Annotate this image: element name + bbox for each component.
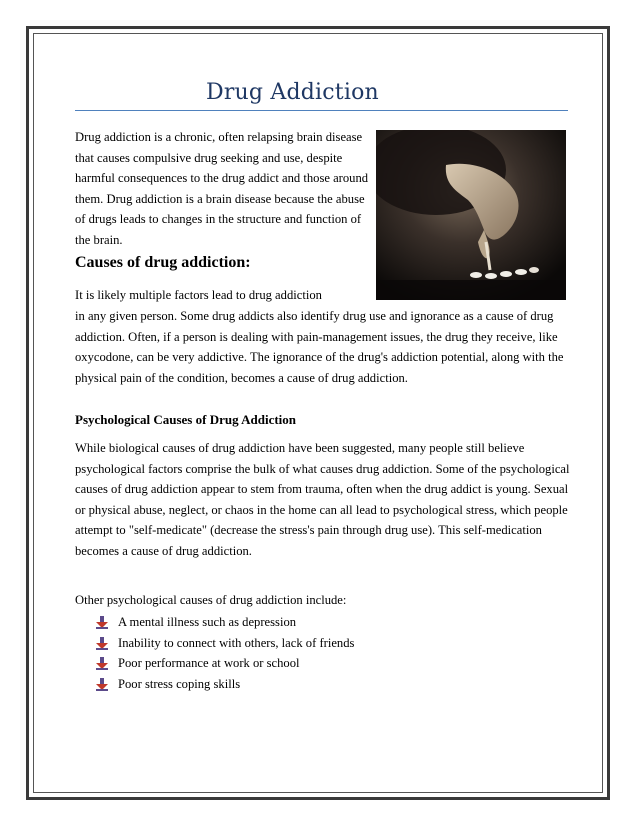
title-underline [75,110,568,111]
psychological-causes-paragraph: While biological causes of drug addiction have been suggested, many people still believe psychological factors comprise the bulk of what causes drug addiction. Some of the psychological causes of drug addiction appear to stem from trauma, often when the drug addict is young. Sexual or physical abuse, neglect, or chaos in the home can all lead to psychological stress, which people attempt to "self-medicate" (decrease the stress's pain through drug use). This self-medication becomes a cause of drug addiction. [75,441,570,558]
list-item-text: A mental illness such as depression [118,615,297,629]
causes-paragraph-line1: It is likely multiple factors lead to drug addiction [75,288,322,302]
psychological-causes-heading: Psychological Causes of Drug Addiction [75,412,297,427]
drug-use-photo [376,130,566,300]
list-item [96,653,354,674]
psychological-causes-list [96,612,354,694]
document-title: Drug Addiction [206,80,379,105]
causes-heading: Causes of drug addiction: [75,254,251,271]
down-arrow-bullet-icon [96,678,108,691]
intro-paragraph: Drug addiction is a chronic, often relapsing brain disease that causes compulsive drug seeking and use, despite harmful consequences to the drug addict and those around them. Drug addiction is a brain disease because the abuse of drugs leads to changes in the structure and function of the brain. [75,130,369,247]
down-arrow-bullet-icon [96,616,108,629]
list-item [96,674,354,695]
list-item-text: Poor stress coping skills [118,676,241,691]
list-item [96,612,354,633]
list-item-text: Poor performance at work or school [118,656,300,670]
down-arrow-bullet-icon [96,637,108,650]
list-item [96,633,354,654]
down-arrow-bullet-icon [96,657,108,670]
list-item-text: Inability to connect with others, lack of friends [118,635,355,650]
causes-paragraph: in any given person. Some drug addicts also identify drug use and ignorance as a cause of drug addiction. Often, if a person is dealing with pain-management issues, the drug they receive, like oxycodone, can be very addictive. The ignorance of the drug's addiction potential, along with the physical pain of the condition, becomes a cause of drug addiction. [75,309,564,385]
list-intro: Other psychological causes of drug addiction include: [75,593,347,607]
